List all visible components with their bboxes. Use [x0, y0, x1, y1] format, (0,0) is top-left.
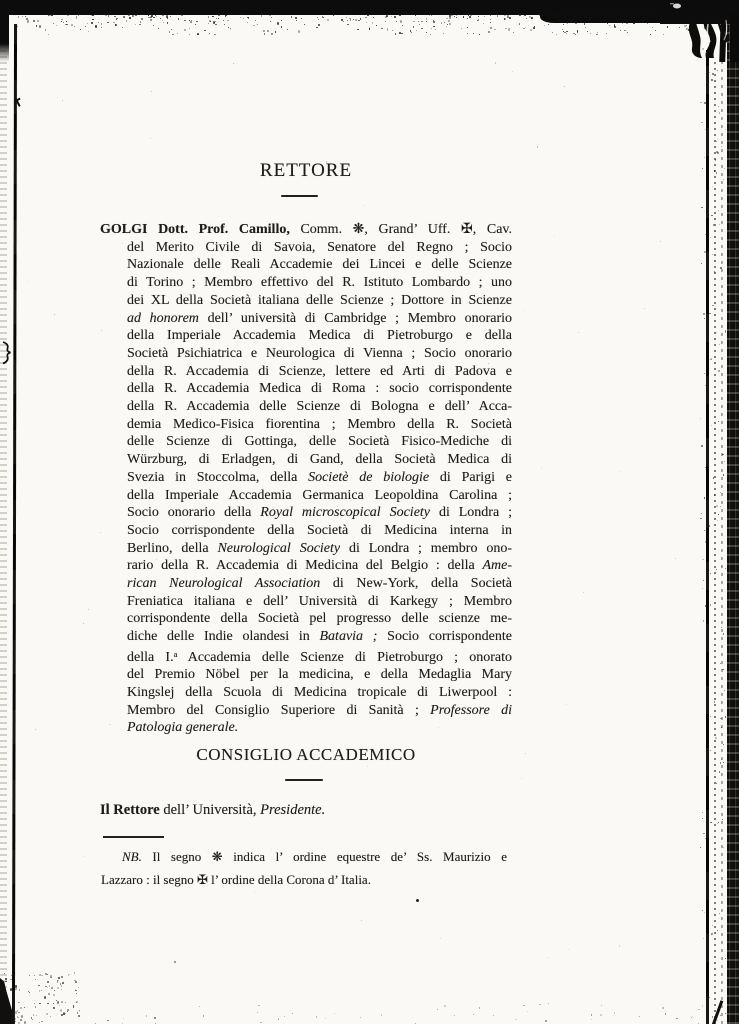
text-line: della R. Accademia Medica di Roma : socio corrispondente: [127, 381, 512, 397]
scan-gutter-line: [706, 50, 709, 1024]
text-line: Berlino, della Neurological Society di Londra ; membro ono-: [127, 540, 512, 556]
text-line: del Premio Nöbel per la medicina, e della Medaglia Mary: [127, 667, 512, 683]
footnote-rule: [103, 836, 164, 838]
text-line: del Merito Civile di Savoia, Senatore del Regno ; Socio: [127, 239, 512, 255]
scan-noise-right-margin: [700, 40, 726, 1024]
page-title: RETTORE: [259, 160, 353, 181]
text-line: della Imperiale Accademia Germanica Leopoldina Carolina ;: [127, 487, 512, 503]
text-line: Freniatica italiana e dell’ Università di Karkegy ; Membro: [127, 593, 512, 609]
text-line: dei XL della Società italiana delle Scienze ; Dottore in Scienze: [127, 292, 512, 308]
text-line: della I.$^a$ Accademia delle Scienze di Pietroburgo ; onorato: [127, 649, 512, 665]
text-line: demia Medico-Fisica fiorentina ; Membro della R. Società: [127, 416, 512, 432]
text-line: Patologia generale.: [127, 720, 239, 736]
president-line: [100, 802, 560, 819]
text-line: rario della R. Accademia di Medicina del Belgio : della Ame-: [127, 558, 512, 574]
section-divider-rule: [285, 779, 323, 781]
text-line: rican Neurological Association di New-York, della Società: [127, 576, 512, 592]
text-line: della Imperiale Accademia Medica di Pietroburgo e della: [127, 328, 512, 344]
scan-bleedthrough-column: [721, 60, 723, 1024]
text-line: Membro del Consiglio Superiore di Sanità ; Professore di: [127, 702, 512, 718]
text-line: Nazionale delle Reali Accademie dei Lincei e delle Scienze: [127, 257, 512, 273]
footnote: [101, 846, 507, 891]
scan-brace-mark: [1, 341, 12, 365]
text-line: della R. Accademia delle Scienze di Bologna e dell’ Acca-: [127, 399, 512, 415]
text-line: NB. Il segno ❋ indica l’ ordine equestre de’ Ss. Maurizio e: [122, 849, 507, 864]
scan-right-edge-band: [727, 0, 739, 1024]
scan-bottom-right-mark: [712, 1000, 724, 1024]
scan-ink-dot: [174, 961, 176, 963]
text-line: ad honorem dell’ università di Cambridge ; Membro onorario: [127, 310, 512, 326]
text-line: corrispondente della Società pel progresso delle scienze me-: [127, 611, 512, 627]
rector-entry-paragraph: [100, 221, 512, 737]
text-line: Würzburg, di Erladgen, di Gand, della Società Medica di: [127, 452, 512, 468]
scan-noise-bottom: [0, 1002, 720, 1024]
text-line: delle Scienze di Gottinga, delle Società Fisico-Mediche di: [127, 434, 512, 450]
text-line: Socio corrispondente della Società di Medicina interna in: [127, 522, 512, 538]
text-line: Socio onorario della Royal microscopical Society di Londra ;: [127, 505, 512, 521]
title-divider-rule: [281, 195, 318, 197]
scan-bleedthrough-column: [714, 60, 716, 1024]
text-line: della R. Accademia di Scienze, lettere ed Arti di Padova e: [127, 363, 512, 379]
text-line: Kingslej della Scuola di Medicina tropicale di Liwerpool :: [127, 685, 512, 701]
section-title-consiglio-accademico: CONSIGLIO ACCADEMICO: [196, 745, 416, 764]
scan-left-margin-shading: [0, 0, 7, 1024]
scan-torn-corner-artifact: [660, 0, 739, 62]
scan-top-left-corner: [0, 0, 9, 62]
text-line: GOLGI Dott. Prof. Camillo, Comm. ❋, Grand’ Uff. ✠, Cav.: [100, 222, 513, 237]
text-line: Svezia in Stoccolma, della Societè de biologie di Parigi e: [127, 469, 513, 485]
text-line: Lazzaro : il segno ✠ l’ ordine della Corona d’ Italia.: [101, 871, 371, 887]
text-line: di Torino ; Membro effettivo del R. Istituto Lombardo ; uno: [127, 275, 512, 291]
text-line: Il Rettore dell’ Università, Presidente.: [100, 802, 326, 818]
text-line: Società Psichiatrica e Neurologica di Vienna ; Socio onorario: [127, 345, 512, 361]
text-line: diche delle Indie olandesi in Batavia ; Socio corrispondente: [127, 629, 512, 645]
scan-ink-dot: [416, 899, 419, 902]
